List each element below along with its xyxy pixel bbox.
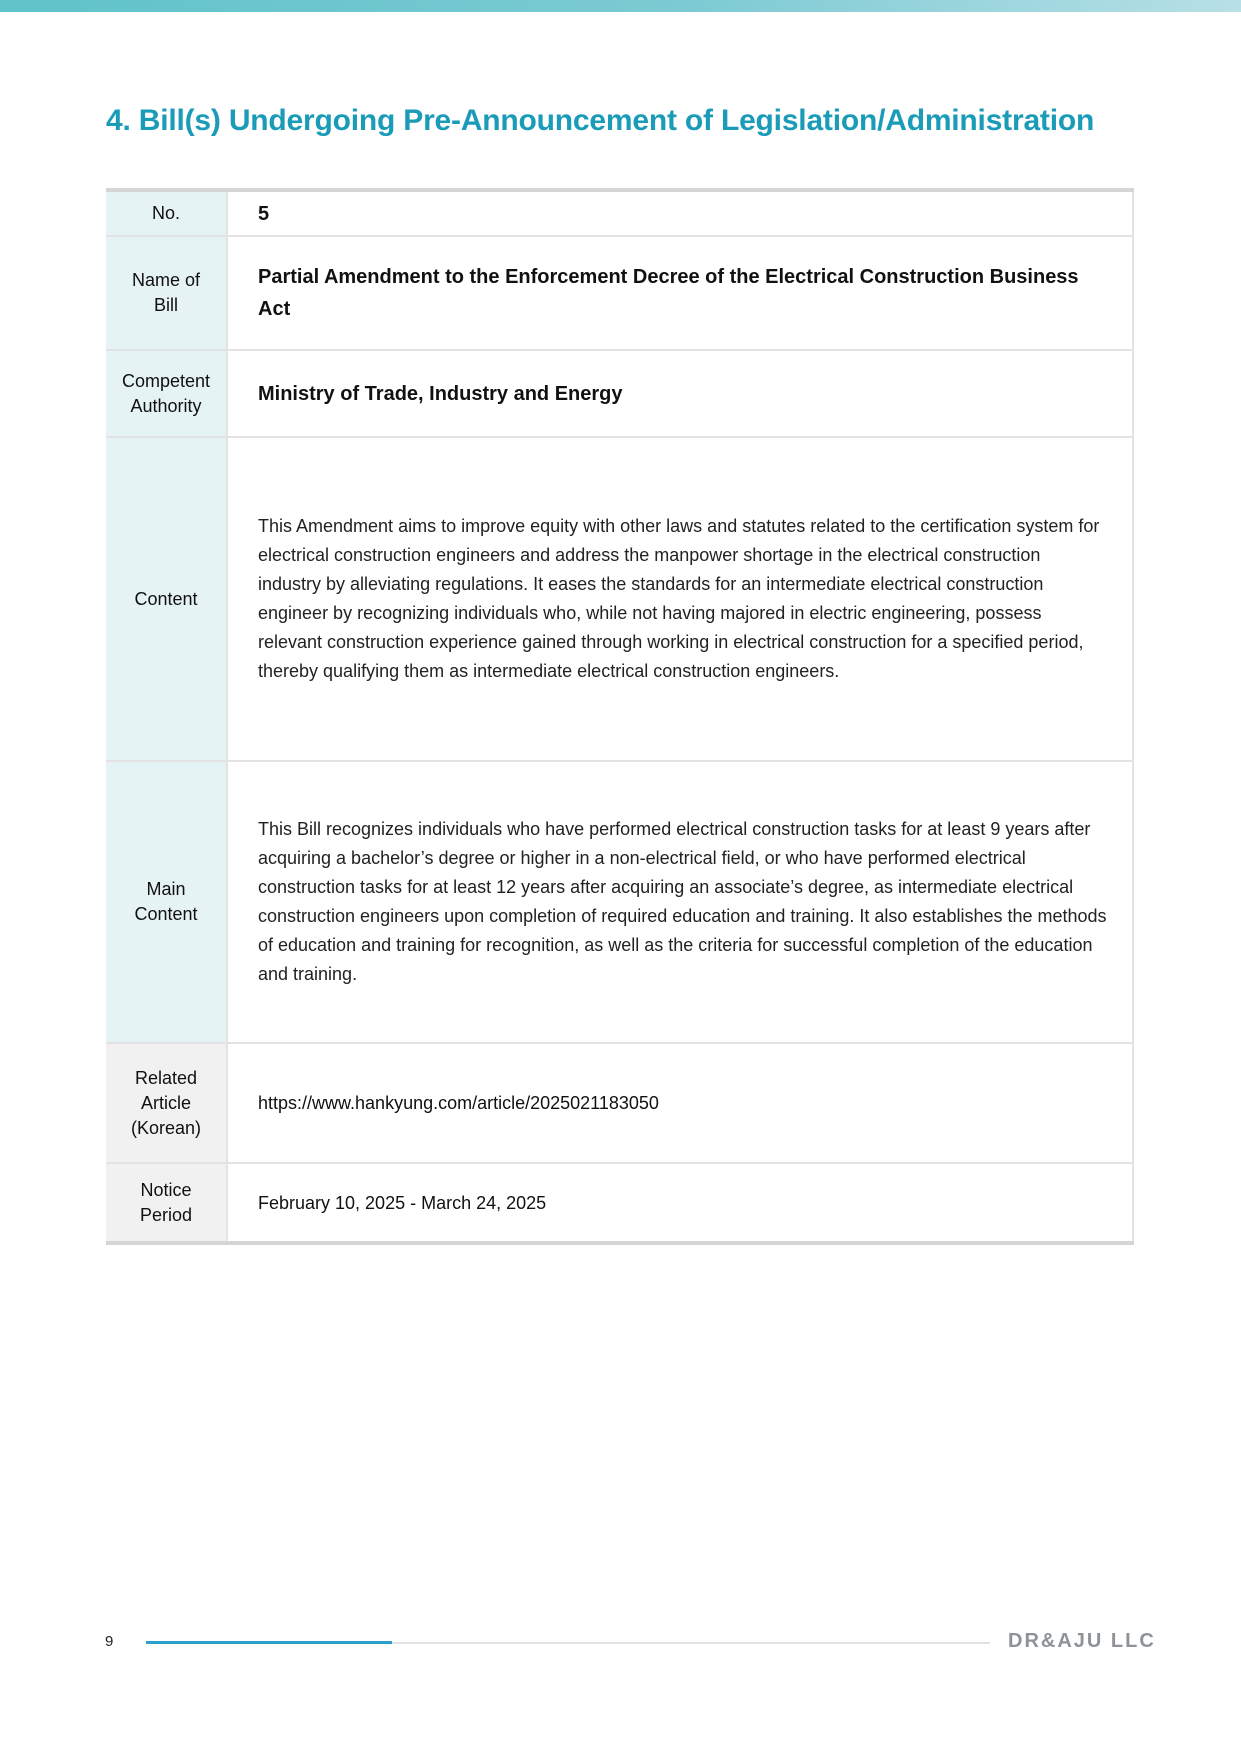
value-content: This Amendment aims to improve equity with other laws and statutes related to the certification system for electrical construction engineers and address the manpower shortage in the electrical construction industry by alleviating regulations. It eases the standards for an intermediate electrical construction engineer by recognizing individuals who, while not having majored in electric engineering, possess relevant construction experience gained through working in electrical construction for a specified period, thereby qualifying them as intermediate electrical construction engineers.: [227, 437, 1133, 761]
label-related-article: Related Article (Korean): [106, 1043, 227, 1163]
footer-progress-accent: [146, 1641, 392, 1644]
row-related-article: [106, 1043, 1133, 1163]
row-name: [106, 236, 1133, 350]
top-accent-bar: [0, 0, 1241, 12]
value-name: Partial Amendment to the Enforcement Decree of the Electrical Construction Business Act: [227, 236, 1133, 350]
row-authority: [106, 350, 1133, 437]
row-content: [106, 437, 1133, 761]
page-number: 9: [105, 1633, 114, 1650]
label-authority: Competent Authority: [106, 350, 227, 437]
row-no: [106, 190, 1133, 236]
value-no: 5: [227, 190, 1133, 236]
label-no: No.: [106, 190, 227, 236]
value-main-content: This Bill recognizes individuals who have performed electrical construction tasks for at least 9 years after acquiring a bachelor’s degree or higher in a non-electrical field, or who have performed electrical construction tasks for at least 12 years after acquiring an associate’s degree, as intermediate electrical construction engineers upon completion of required education and training. It also establishes the methods of education and training for recognition, as well as the criteria for successful completion of the education and training.: [227, 761, 1133, 1043]
bill-table: [106, 188, 1134, 1245]
label-main-content: Main Content: [106, 761, 227, 1043]
label-name: Name of Bill: [106, 236, 227, 350]
label-content: Content: [106, 437, 227, 761]
value-authority: Ministry of Trade, Industry and Energy: [227, 350, 1133, 437]
row-notice-period: [106, 1163, 1133, 1243]
label-notice-period: Notice Period: [106, 1163, 227, 1243]
section-heading: 4. Bill(s) Undergoing Pre-Announcement of Legislation/Administration: [106, 104, 1095, 137]
brand-logo: DR&AJU LLC: [1008, 1630, 1156, 1652]
article-link[interactable]: https://www.hankyung.com/article/2025021183050: [227, 1043, 1133, 1163]
value-notice-period: February 10, 2025 - March 24, 2025: [227, 1163, 1133, 1243]
row-main-content: [106, 761, 1133, 1043]
